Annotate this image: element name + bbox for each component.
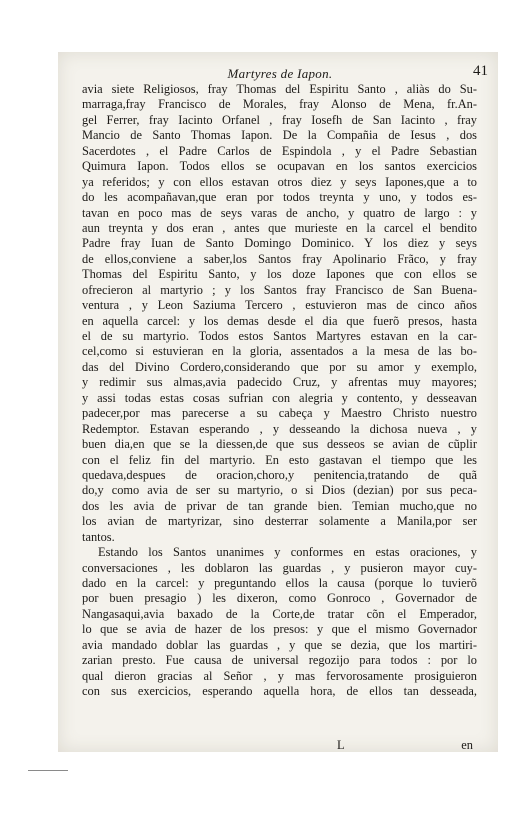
page-number: 41 bbox=[473, 63, 488, 79]
text-line: Nangasaqui,avia baxado de la Corte,de tratar cõn el Emperador, bbox=[82, 606, 477, 621]
text-line: los avian de martyrizar, sino desterrar solamente a Manila,por ser bbox=[82, 514, 477, 529]
text-line: avia mandado doblar las guardas , y que se dezia, que los martiri- bbox=[82, 637, 477, 652]
text-line: zarian presto. Fue causa de universal regozijo para todos : por lo bbox=[82, 653, 477, 668]
scan-edge-mark bbox=[28, 770, 68, 771]
text-line: con el feliz fin del martyrio. En esto gastavan el tiempo que les bbox=[82, 452, 477, 467]
text-line: conversaciones , les doblaron las guardas , y pusieron mayor cuy- bbox=[82, 560, 477, 575]
text-line: Padre fray Iuan de Santo Domingo Dominico. Y los diez y seys bbox=[82, 236, 477, 251]
text-line: ya referidos; y con ellos estavan otros diez y seys Iapones,que a to bbox=[82, 174, 477, 189]
text-line: cel,como si estuvieran en la gloria, assentados a la mesa de las bo- bbox=[82, 344, 477, 359]
text-line: por buen presagio ) les dixeron, como Gonroco , Governador de bbox=[82, 591, 477, 606]
text-line: avia siete Religiosos, fray Thomas del Espiritu Santo , aliàs do Su- bbox=[82, 82, 477, 96]
text-line: ofrecieron al martyrio ; y los Santos fray Francisco de San Buena- bbox=[82, 282, 477, 297]
text-line: buen dia,en que se la diessen,de que sus desseos se avian de cũplir bbox=[82, 437, 477, 452]
text-line: padecer,por mas parecerse a su cabeça y Maestro Christo nuestro bbox=[82, 406, 477, 421]
text-line: y assi todas estas cosas sufrian con alegria y contento, y desseavan bbox=[82, 390, 477, 405]
text-line: ventura , y Leon Saziuma Tercero , estuvieron mas de cinco años bbox=[82, 298, 477, 313]
text-line: Redemptor. Estavan esperando , y desseando la dichosa nueva , y bbox=[82, 421, 477, 436]
text-line: tavan en poco mas de seys varas de ancho, y quatro de largo : y bbox=[82, 205, 477, 220]
text-line: marraga,fray Francisco de Morales, fray Alonso de Mena, fr.An- bbox=[82, 97, 477, 112]
text-line: do les acompañavan,que eran por todos treynta y uno, y todos es- bbox=[82, 190, 477, 205]
text-line: qual dieron gracias al Señor , y mas fervorosamente prosiguieron bbox=[82, 668, 477, 683]
page-header bbox=[70, 63, 490, 82]
text-line: Sacerdotes , el Padre Carlos de Espindola , y el Padre Sebastian bbox=[82, 143, 477, 158]
body-text bbox=[82, 82, 477, 700]
text-line: aun treynta y dos eran , antes que murieste en la carcel el bendito bbox=[82, 220, 477, 235]
text-line: dado en la carcel: y preguntando ellos la causa (porque lo tuvierõ bbox=[82, 576, 477, 590]
running-head: Martyres de Iapon. bbox=[227, 66, 333, 81]
text-line: gel Ferrer, fray Iacinto Orfanel , fray Iosefh de San Iacinto , fray bbox=[82, 112, 477, 127]
text-line: y redimir sus almas,avia padecido Cruz, y afrentas muy mayores; bbox=[82, 375, 477, 390]
signature-mark: L bbox=[337, 738, 345, 752]
text-line: Mancio de Santo Thomas Iapon. De la Compañia de Iesus , dos bbox=[82, 128, 477, 143]
text-line: con sus exercicios, esperando aquella hora, de ellos tan desseada, bbox=[82, 684, 477, 699]
text-line: Estando los Santos unanimes y conformes en estas oraciones, y bbox=[98, 545, 477, 560]
text-line: de ellos,conviene a saber,los Santos fray Apolinario Frãco, y fray bbox=[82, 251, 477, 266]
catchword: en bbox=[461, 738, 473, 752]
text-line: dos les avia de privar de tan grande bien. Temian mucho,que no bbox=[82, 498, 477, 513]
page-footer bbox=[82, 738, 477, 754]
text-line: en aquella carcel: y los demas desde el dia que fuerõ presos, hasta bbox=[82, 313, 477, 328]
text-line: el de su martyrio. Todos estos Santos Martyres estavan en la car- bbox=[82, 329, 477, 343]
text-line: lo que se avia de hazer de los presos: y que el mismo Governador bbox=[82, 622, 477, 637]
text-line: tantos. bbox=[82, 529, 115, 544]
text-line: Thomas del Espiritu Santo, y los doze Iapones que con ellos se bbox=[82, 267, 477, 282]
text-line: das del Divino Cordero,considerando que por su amor y exemplo, bbox=[82, 359, 477, 374]
text-line: do,y como avia de ser su martyrio, o si Dios (dezian) por sus peca- bbox=[82, 483, 477, 498]
text-line: quedava,despues de oracion,choro,y penitencia,tratando de quã bbox=[82, 467, 477, 482]
text-line: Quimura Iapon. Todos ellos se ocupavan en los santos exercicios bbox=[82, 159, 477, 174]
